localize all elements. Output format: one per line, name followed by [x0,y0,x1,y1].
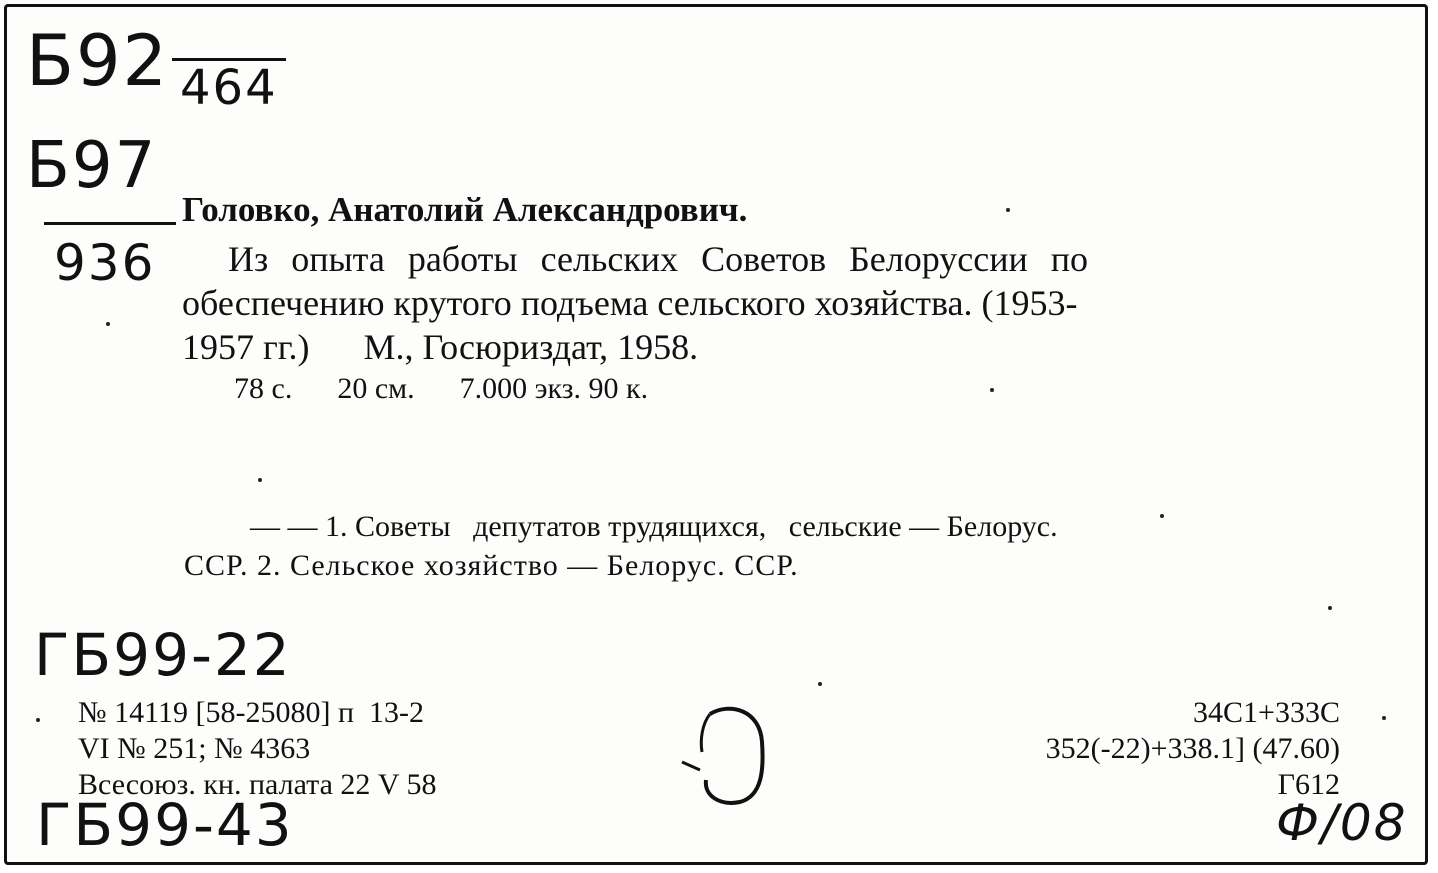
physical-description: 78 с. 20 см. 7.000 экз. 90 к. [234,372,649,405]
handwritten-mark-right: Ф/08 [1276,794,1408,852]
footer-right-line-3: Г612 [1277,768,1340,801]
footer-left-line-3: Всесоюз. кн. палата 22 V 58 [78,768,437,801]
subject-line-2: ССР. 2. Сельское хозяйство — Белорус. ССР. [184,549,799,582]
speck [1382,716,1386,720]
shelf-mark-2-line [44,222,176,225]
shelf-mark-2-denominator: 936 [54,234,156,292]
footer-left-line-2: VI № 251; № 4363 [78,732,311,765]
speck [106,322,110,326]
footer-right-line-1: 34С1+333С [1193,696,1340,729]
speck [1328,606,1332,610]
speck [1006,208,1010,212]
shelf-mark-1-superscript: 464 [180,60,278,116]
speck [258,478,262,482]
shelf-mark-2: Б97 [26,129,158,203]
punch-hole-icon [672,700,776,812]
shelf-mark-1: Б92 [26,20,170,102]
speck [1160,514,1164,518]
subject-line-1: — — 1. Советы депутатов трудящихся, сельские — Белорус. [250,510,1058,543]
speck [818,682,822,686]
author-heading: Головко, Анатолий Александрович. [182,190,748,229]
title-line-3: 1957 гг.) М., Госюриздат, 1958. [182,327,699,367]
footer-left-line-1: № 14119 [58-25080] п 13-2 [78,696,425,729]
handwritten-code-1: ГБ99-22 [34,621,292,689]
speck [990,388,994,392]
shelf-mark-1-line [172,58,286,61]
title-line-1: Из опыта работы сельских Советов Белоруссии по [228,239,1089,279]
handwritten-code-2: ГБ99-43 [36,791,294,859]
title-line-2: обеспечению крутого подъема сельского хозяйства. (1953- [182,283,1078,323]
speck [36,718,40,722]
footer-right-line-2: 352(-22)+338.1] (47.60) [1045,732,1340,765]
